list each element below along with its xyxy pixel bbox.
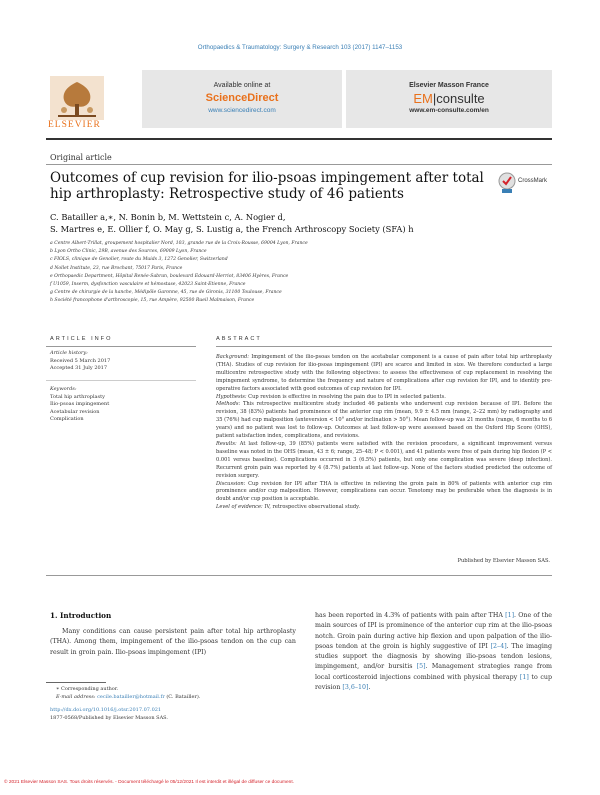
reference-link[interactable]: [1]: [505, 612, 515, 619]
sciencedirect-logo: ScienceDirect: [205, 92, 279, 104]
footnotes: ∗ Corresponding author. E-mail address: cecile.batailler@hotmail.fr (C. Batailler). http://dx.doi.org/10.1016/j.otsr.2017.07.021 1877-0568/Published by Elsevier Masson SAS.: [50, 686, 201, 721]
article-type: Original article: [50, 153, 112, 162]
article-history: Article history: Received 5 March 2017 Accepted 31 July 2017: [50, 350, 111, 372]
affiliations: [50, 240, 550, 306]
reference-link[interactable]: [3,6–10]: [342, 684, 369, 692]
affiliation-item: e Orthopaedic Department, Hôpital Renée-Sabran, boulevard Edouard-Herriot, 83406 Hyères, France: [50, 273, 289, 279]
abstract-heading: ABSTRACT: [216, 336, 262, 342]
intro-col1: Many conditions can cause persistent pain after total hip arthroplasty (THA). Among them, impingement of the ilio-psoas tendon on the cup can result in groin pain. Ilio-psoas impingement (IPI): [50, 628, 296, 656]
abstract-body: [216, 354, 552, 512]
crossmark-badge[interactable]: CrossMark: [498, 170, 552, 200]
abstract-results: Results: At last follow-up, 39 (85%) patients were satisfied with the revision procedure, a significant improvement versus baseline was noted in the OHS (mean, 43 ± 6; range, 25–48; P < 0.001), and 41 patients were free of pain during hip flexion (P < 0.001 versus baseline). Complications occurred in 3 (6.5%) patients, but only one complication was severe (deep infection). Recurrent groin pain was reported by 4 (8.7%) patients at last follow-up. None of the factors studied predicted the outcome of revision surgery.: [216, 440, 552, 479]
journal-citation[interactable]: Orthopaedics & Traumatology: Surgery & Research 103 (2017) 1147–1153: [197, 44, 403, 51]
abstract-end-divider: [46, 575, 552, 576]
keyword-item: Total hip arthroplasty: [50, 393, 105, 400]
keyword-item: Ilio-psoas impingement: [50, 401, 110, 408]
article-info-divider: [46, 346, 196, 347]
elsevier-logo: ELSEVIER: [46, 70, 141, 130]
em-consulte-box: Elsevier Masson France EM|consulte www.em-consulte.com/en: [346, 70, 552, 128]
abstract-hypothesis: Hypothesis: Cup revision is effective in resolving the pain due to IPI in selected patients.: [216, 393, 446, 400]
keywords: Keywords: Total hip arthroplasty Ilio-psoas impingement Acetabular revision Complication: [50, 386, 200, 424]
sciencedirect-link[interactable]: www.sciencedirect.com: [208, 107, 276, 114]
author-list: [50, 211, 550, 235]
keyword-item: Complication: [50, 416, 84, 423]
abstract-background: Background: Impingement of the ilio-psoas tendon on the acetabular component is a cause of pain after total hip arthroplasty (THA). Studies of cup revision for ilio-psoas impingement (IPI) are scarce and limited in size. We therefore conducted a large multicentre retrospective study with the following objectives: to assess the effectiveness of cup replacement in resolving the impingement syndrome, to determine the frequency and nature of complications after cup revision for IPI, and to identify pre-operative factors associated with good outcomes of cup revision for IPI.: [216, 354, 552, 392]
article-info-heading: ARTICLE INFO: [50, 336, 113, 342]
affiliation-item: a Centre Albert-Trillat, groupement hospitalier Nord, 103, grande rue de la Croix-Rousse, 69004 Lyon, France: [50, 241, 308, 246]
affiliation-item: b Lyon Ortho Clinic, 29B, avenue des Sources, 69009 Lyon, France: [50, 249, 207, 255]
authors-line-1: C. Batailler a,∗, N. Bonin b, M. Wettstein c, A. Nogier d,: [50, 212, 286, 222]
doi-link[interactable]: http://dx.doi.org/10.1016/j.otsr.2017.07.021: [50, 707, 162, 714]
publisher-banner: [46, 70, 552, 130]
reference-link[interactable]: [2–4]: [490, 642, 507, 650]
reference-link[interactable]: [5]: [416, 663, 426, 671]
abstract-discussion: Discussion: Cup revision for IPI after THA is effective in relieving the groin pain in 80% of patients with anterior cup rim prominence and/or cup malposition. However, complications can occur. Tenotomy may be preferable when the diagnosis is in doubt and/or cup position is acceptable.: [216, 480, 552, 503]
article-title: Outcomes of cup revision for ilio-psoas impingement after total hip arthroplasty: Retrospective study of 46 patients: [50, 170, 484, 202]
download-notice: © 2021 Elsevier Masson SAS. Tous droits réservés. - Document téléchargé le 05/12/2021 Il est interdit et illégal de diffuser ce document.: [4, 780, 294, 785]
intro-col2: has been reported in 4.3% of patients with pain after THA [1]. One of the main sources of IPI is prominence of the anterior cup rim at the ilio-psoas notch. Groin pain during active hip flexion and upon palpation of the ilio-psoas tendon at the groin is highly suggestive of IPI [2–4]. The imaging studies support the diagnosis by showing ilio-psoas tendon lesions, impingement, and/or bursitis [5]. Management strategies range from local corticosteroid injections combined with physical therapy [1] to cup revision [3,6–10].: [315, 612, 553, 692]
affiliation-item: c FIOLS, clinique de Genolier, route du Muids 3, 1272 Genolier, Switzerland: [50, 257, 228, 263]
em-consulte-logo: EM|consulte: [413, 91, 485, 106]
affiliation-item: g Centre de chirurgie de la hanche, Médipôle Garonne, 45, rue de Gironis, 31100 Toulouse, France: [50, 290, 282, 296]
affiliation-item: f U1059, Inserm, dysfonction vasculaire et hémostase, 42023 Saint-Etienne, France: [50, 282, 246, 288]
em-consulte-link[interactable]: www.em-consulte.com/en: [409, 107, 489, 114]
abstract-level: Level of evidence: IV, retrospective observational study.: [216, 504, 361, 511]
elsevier-tree-icon: [50, 76, 104, 120]
footnote-divider: [46, 682, 106, 683]
history-divider: [46, 380, 196, 381]
affiliation-item: d Nollet Institute, 23, rue Brochant, 75017 Paris, France: [50, 265, 183, 271]
intro-heading: 1. Introduction: [50, 611, 112, 620]
crossmark-icon: [498, 172, 516, 194]
authors-line-2: S. Martres e, E. Ollier f, O. May g, S. Lustig a, the French Arthroscopy Society (SFA) h: [50, 224, 414, 234]
reference-link[interactable]: [1]: [519, 673, 529, 681]
publisher-note: Published by Elsevier Masson SAS.: [457, 558, 550, 564]
title-divider: [46, 164, 552, 165]
affiliation-item: h Société francophone d'arthroscopie, 15, rue Ampère, 92500 Rueil Malmaison, France: [50, 298, 255, 304]
abstract-divider: [216, 346, 552, 347]
sciencedirect-box: Available online at ScienceDirect www.sciencedirect.com: [142, 70, 342, 128]
header-divider: [46, 138, 552, 140]
abstract-methods: Methods: This retrospective multicentre study included 46 patients who underwent cup revision because of IPI. Before the revision, 38 (83%) patients had prominence of the anterior cup rim (mean, 9.9 ± 4.5 mm (range, 2–22 mm) by radiography and 35 (76%) had cup malposition (anteversion < 10° and/or inclination > 50°). Mean follow-up was 21 months (range, 6 months to 6 years) and no patient was lost to follow-up. Outcomes at last follow-up were assessed based on the Oxford Hip Score (OHS), patient satisfaction index, complications, and revisions.: [216, 401, 552, 440]
email-link[interactable]: cecile.batailler@hotmail.fr: [97, 693, 165, 700]
keyword-item: Acetabular revision: [50, 408, 100, 415]
